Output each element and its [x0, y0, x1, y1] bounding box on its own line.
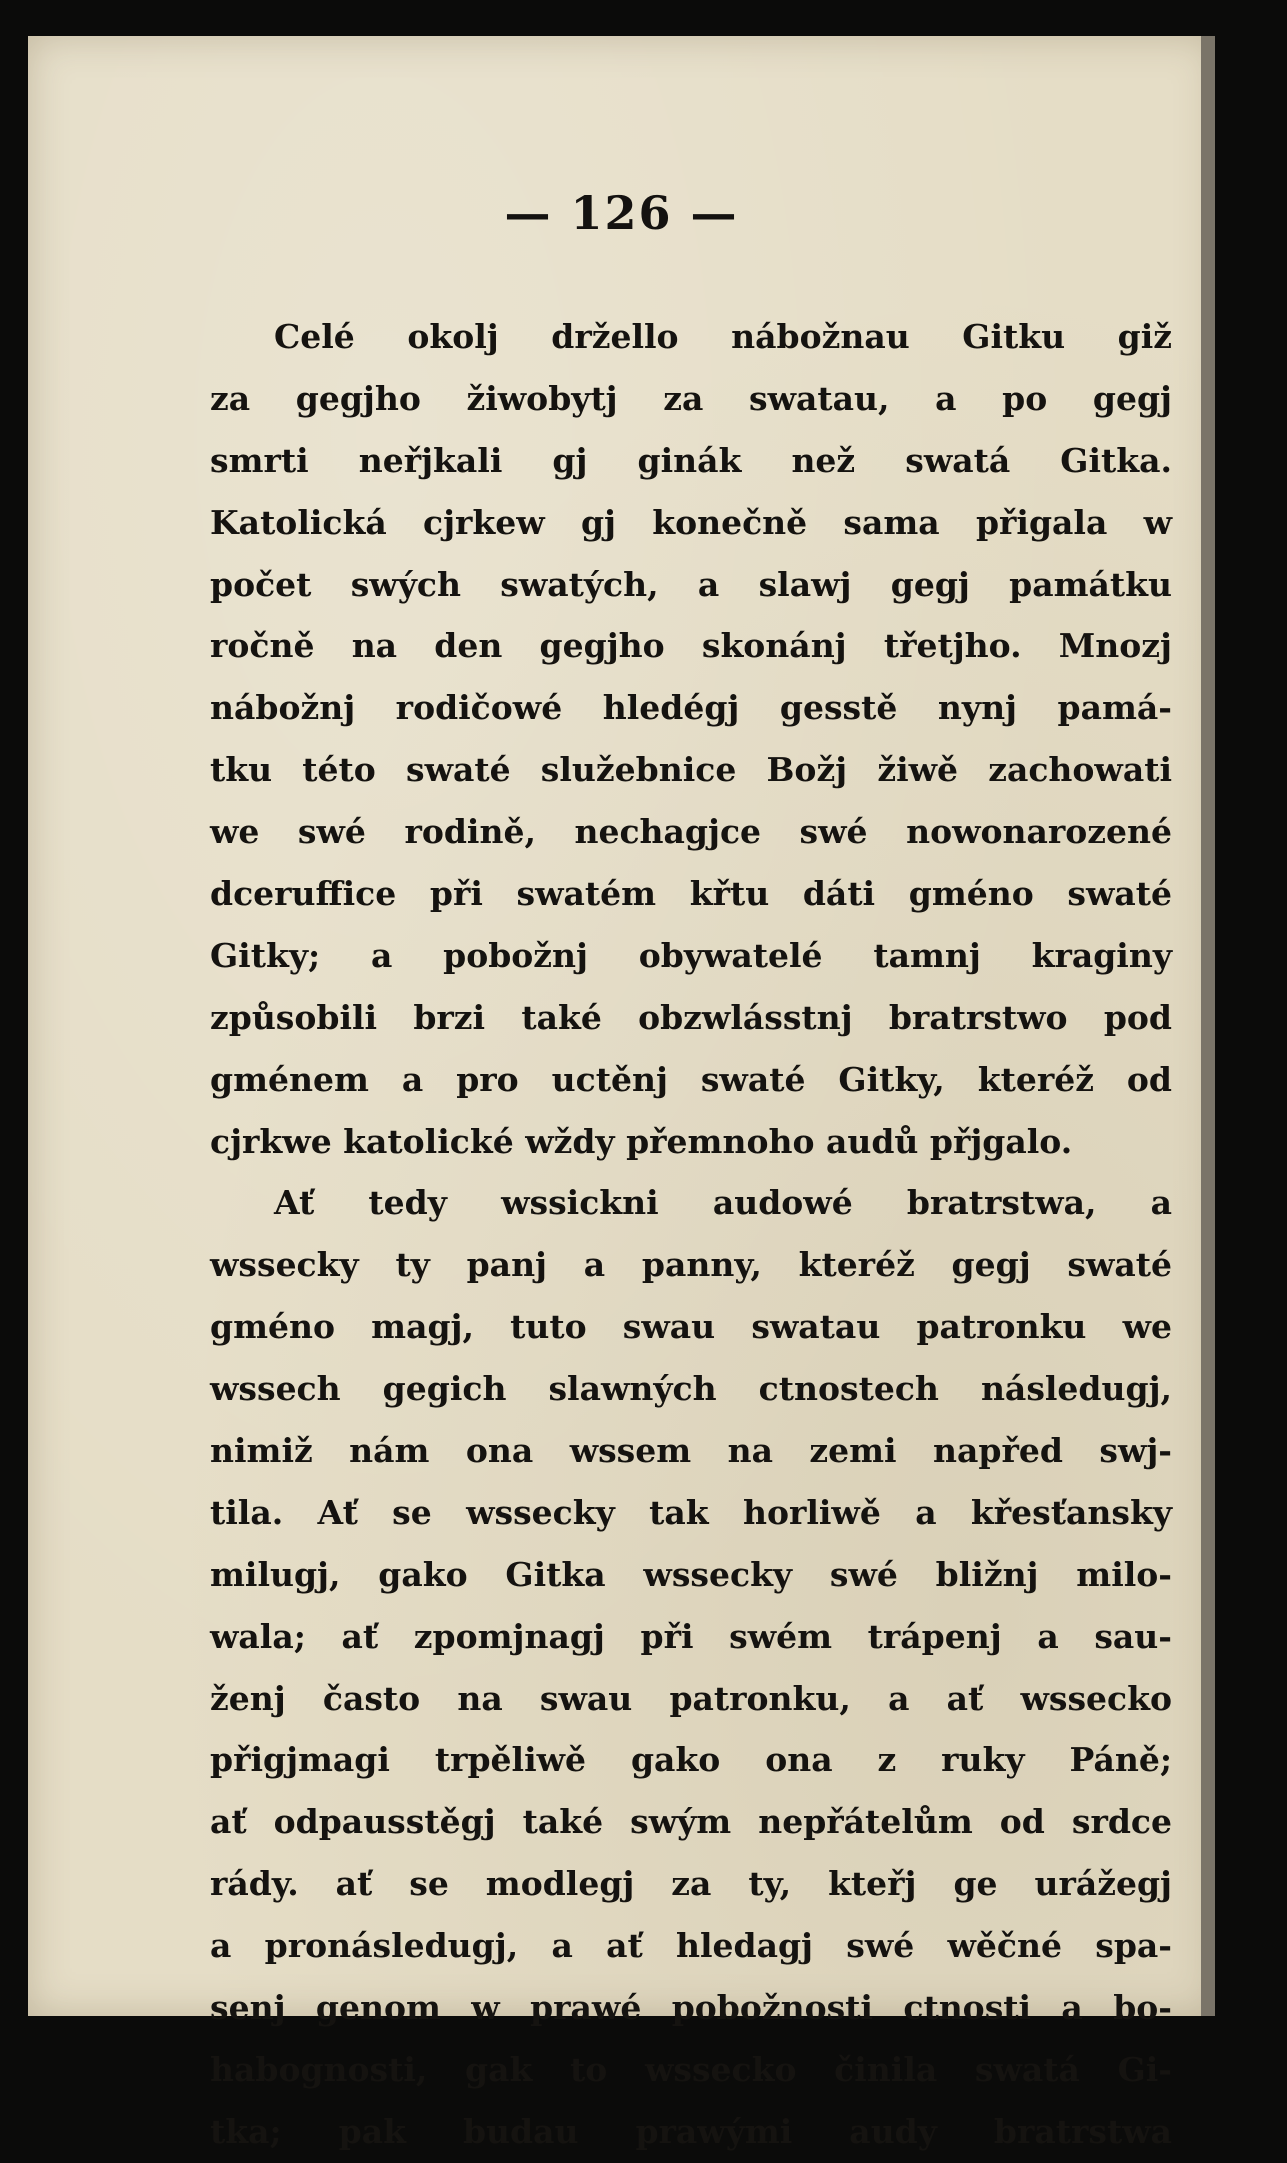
- body-text: [210, 306, 1172, 2163]
- text-line: milugj, gako Gitka wssecky swé bližnj milo-: [210, 1554, 1172, 1594]
- text-line: Celé okolj držello nábožnau Gitku giž: [274, 317, 1172, 356]
- text-line: dceruffice při swatém křtu dáti gméno swaté: [210, 874, 1172, 914]
- text-line: Gitky; a pobožnj obywatelé tamnj kraginy: [210, 935, 1172, 975]
- page-number: — 126 —: [504, 186, 739, 240]
- text-line: rády. ať se modlegj za ty, kteřj ge urážegj: [210, 1864, 1172, 1904]
- text-line: ženj často na swau patronku, a ať wssecko: [210, 1678, 1172, 1718]
- text-line: a pronásledugj, a ať hledagj swé wěčné spa-: [210, 1926, 1172, 1966]
- text-line: wssecky ty panj a panny, kteréž gegj swaté: [210, 1245, 1172, 1285]
- text-line: počet swých swatých, a slawj gegj památku: [210, 564, 1172, 604]
- text-line: senj genom w prawé pobožnosti ctnosti a bo-: [210, 1988, 1172, 2028]
- text-line: ročně na den gegjho skonánj třetjho. Mnozj: [210, 626, 1172, 666]
- text-line: za gegjho žiwobytj za swatau, a po gegj: [210, 378, 1172, 418]
- text-line: nimiž nám ona wssem na zemi napřed swj-: [210, 1431, 1172, 1471]
- text-line: Ať tedy wssickni audowé bratrstwa, a: [274, 1183, 1172, 1223]
- text-line: tka; pak budau prawými audy bratrstwa: [210, 2111, 1172, 2151]
- text-line: gménem a pro uctěnj swaté Gitky, kteréž od: [210, 1059, 1172, 1099]
- text-line: Katolická cjrkew gj konečně sama přigala w: [210, 502, 1172, 542]
- page-gutter: [1201, 36, 1215, 2016]
- text-line: wssech gegich slawných ctnostech následugj,: [210, 1369, 1172, 1409]
- text-line: přigjmagi trpěliwě gako ona z ruky Páně;: [210, 1740, 1172, 1780]
- text-line: nábožnj rodičowé hledégj gesstě nynj pamá-: [210, 688, 1172, 728]
- text-line: cjrkwe katolické wždy přemnoho audů přjgalo.: [210, 1121, 1073, 1161]
- text-line: smrti neřjkali gj ginák než swatá Gitka.: [210, 440, 1172, 480]
- text-line: tila. Ať se wssecky tak horliwě a křesťansky: [210, 1492, 1172, 1532]
- text-line: ať odpausstěgj také swým nepřátelům od srdce: [210, 1802, 1172, 1842]
- text-line: tku této swaté služebnice Božj žiwě zachowati: [210, 750, 1172, 790]
- text-line: habognosti, gak to wssecko činila swatá Gi-: [210, 2049, 1172, 2089]
- text-line: způsobili brzi také obzwlásstnj bratrstwo pod: [210, 997, 1172, 1037]
- book-page: [28, 36, 1215, 2151]
- text-line: we swé rodině, nechagjce swé nowonarozené: [210, 812, 1172, 852]
- text-line: wala; ať zpomjnagj při swém trápenj a sau-: [210, 1616, 1172, 1656]
- text-line: gméno magj, tuto swau swatau patronku we: [210, 1307, 1172, 1347]
